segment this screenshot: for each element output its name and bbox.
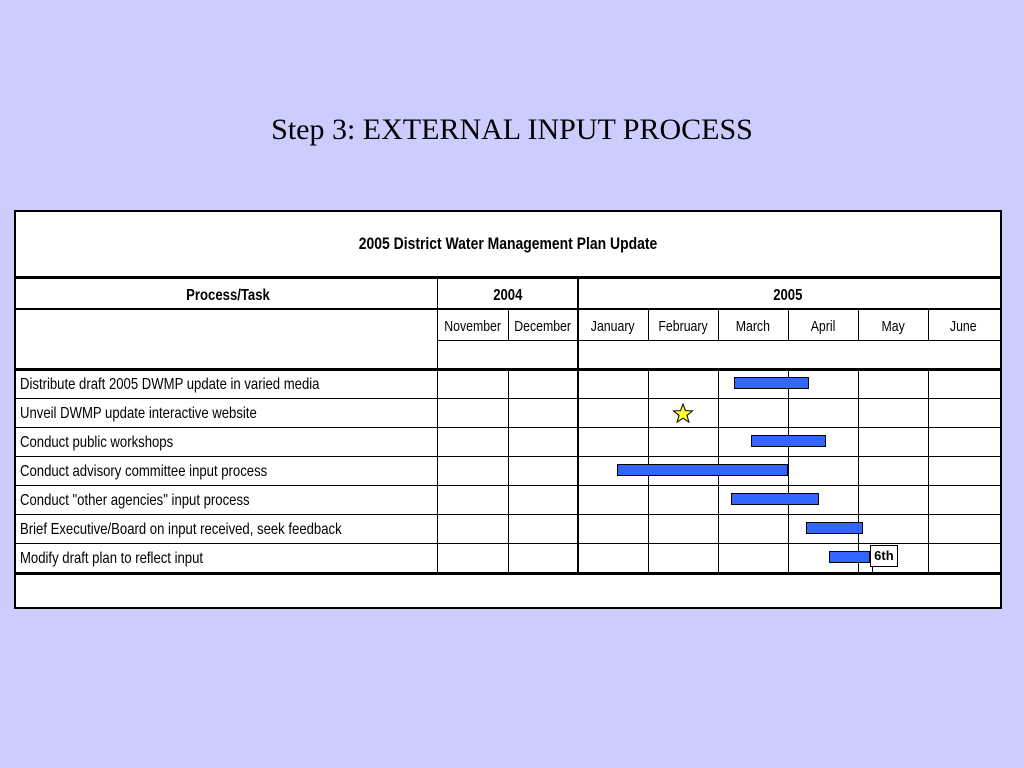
chart-title: 2005 District Water Management Plan Update [358, 234, 658, 253]
month-label: November [444, 318, 502, 335]
task-name: Brief Executive/Board on input received, seek feedback [20, 521, 342, 538]
task-name: Conduct "other agencies" input process [20, 492, 250, 509]
grid-vline [508, 370, 509, 573]
task-bar [751, 435, 827, 447]
month-header [578, 312, 648, 342]
task-name: Modify draft plan to reflect input [20, 550, 204, 567]
grid-vline [928, 370, 929, 573]
task-row-label [20, 457, 321, 486]
task-bar [806, 522, 863, 534]
year-2004-header: 2004 [493, 287, 523, 304]
month-label: March [735, 318, 771, 335]
grid-vline [858, 370, 859, 573]
task-row-label [20, 399, 309, 428]
month-label: April [810, 318, 836, 335]
month-label: February [658, 318, 708, 335]
task-name: Unveil DWMP update interactive website [20, 405, 257, 422]
month-label: January [591, 318, 635, 335]
month-header [438, 312, 508, 342]
task-row-label [20, 428, 207, 457]
task-bar [617, 464, 789, 476]
month-header [648, 312, 718, 342]
task-row-label [20, 486, 300, 515]
month-label: May [881, 318, 905, 335]
month-header [718, 312, 788, 342]
month-header [788, 312, 858, 342]
slide-title: Step 3: EXTERNAL INPUT PROCESS [271, 113, 753, 146]
grid-hline [16, 276, 1000, 279]
month-header [508, 312, 578, 342]
task-row-label [20, 544, 243, 573]
star-icon [672, 402, 694, 424]
task-row-label [20, 515, 412, 544]
note-box: 6th [870, 545, 898, 567]
task-row-label [20, 370, 385, 399]
month-header [858, 312, 928, 342]
month-header [928, 312, 998, 342]
footer-row [16, 580, 1000, 608]
process-task-header: Process/Task [186, 287, 270, 304]
gantt-chart [14, 210, 1002, 609]
task-name: Distribute draft 2005 DWMP update in varied media [20, 376, 320, 393]
task-bar [734, 377, 809, 389]
month-label: June [949, 318, 977, 335]
milestone-star-shape [673, 404, 692, 422]
task-name: Conduct advisory committee input process [20, 463, 268, 480]
month-label: December [514, 318, 572, 335]
task-name: Conduct public workshops [20, 434, 174, 451]
year-2005-header: 2005 [773, 287, 803, 304]
task-bar [731, 493, 819, 505]
grid-vline [788, 370, 789, 573]
task-bar [829, 551, 870, 563]
